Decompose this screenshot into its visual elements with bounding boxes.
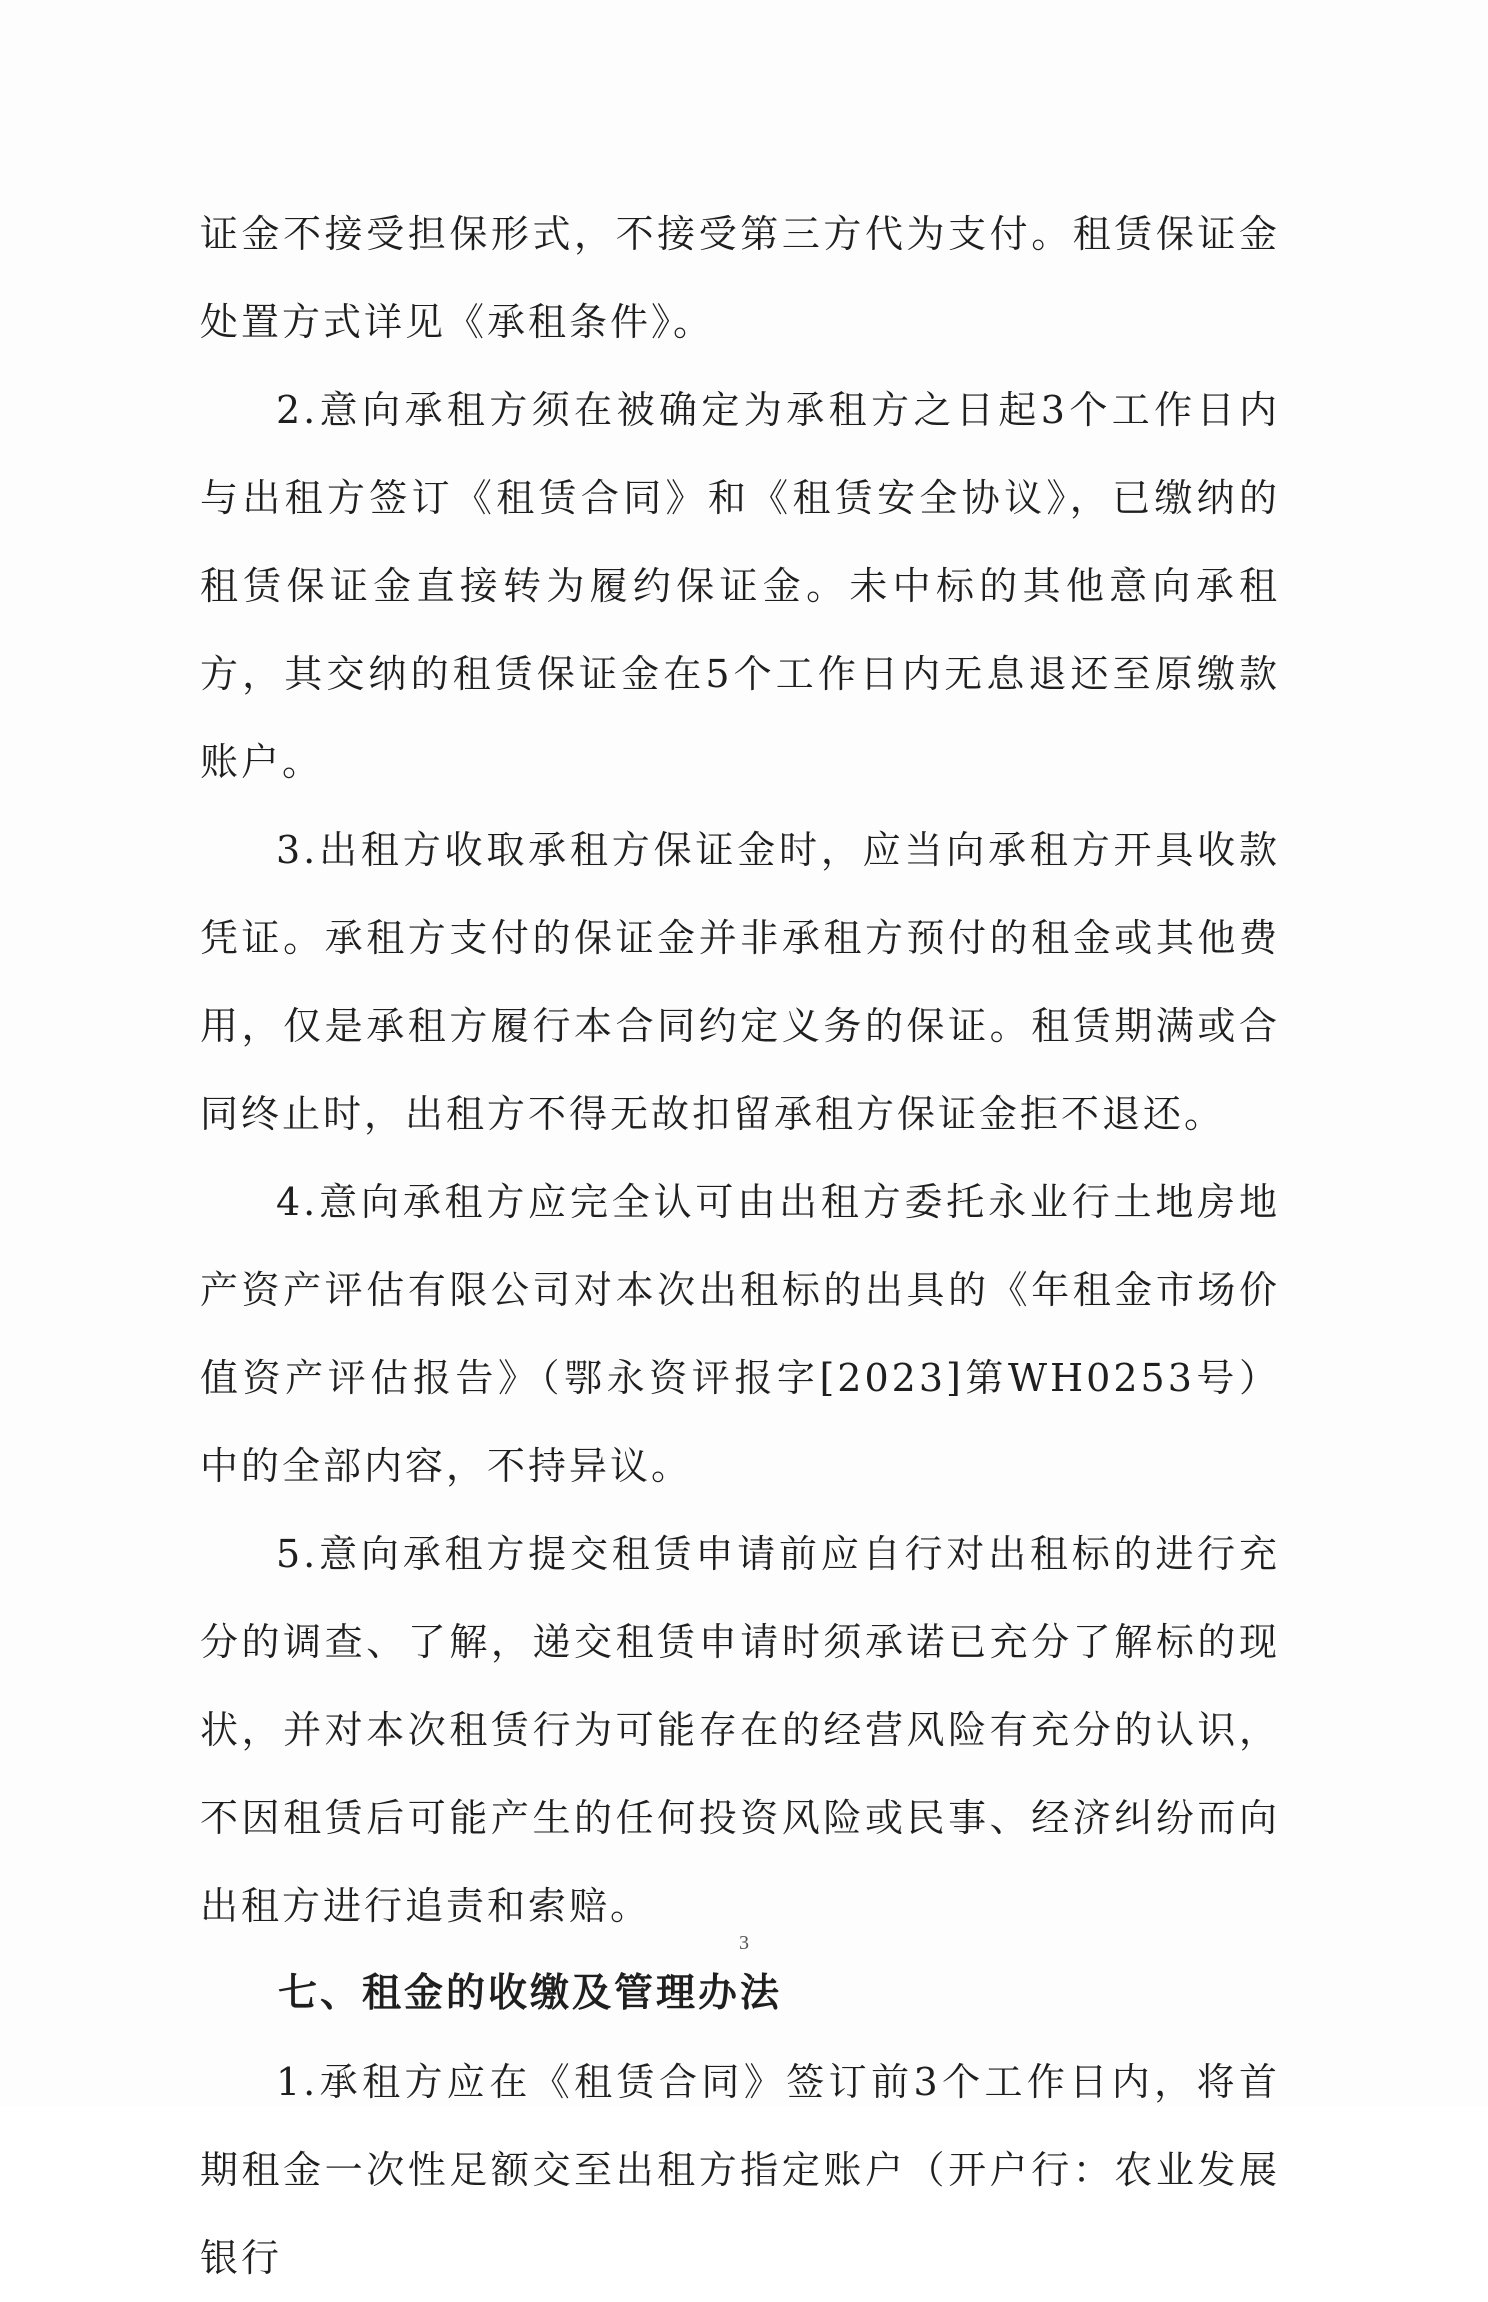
paragraph-rent-item-1: 1.承租方应在《租赁合同》签订前3个工作日内，将首期租金一次性足额交至出租方指定账户（开户行：农业发展银行 xyxy=(200,2060,1280,2280)
paragraph-item-3: 3.出租方收取承租方保证金时，应当向承租方开具收款凭证。承租方支付的保证金并非承租方预付的租金或其他费用，仅是承租方履行本合同约定义务的保证。租赁期满或合同终止时，出租方不得无故扣留承租方保证金拒不退还。 xyxy=(200,828,1280,1136)
section-heading-rent-collection: 七、租金的收缴及管理办法 xyxy=(278,1971,783,2016)
paragraph-item-4: 4.意向承租方应完全认可由出租方委托永业行土地房地产资产评估有限公司对本次出租标的出具的《年租金市场价值资产评估报告》（鄂永资评报字[2023]第WH0253号）中的全部内容，不持异议。 xyxy=(200,1180,1280,1488)
paragraph-item-2: 2.意向承租方须在被确定为承租方之日起3个工作日内与出租方签订《租赁合同》和《租赁安全协议》，已缴纳的租赁保证金直接转为履约保证金。未中标的其他意向承租方，其交纳的租赁保证金在5个工作日内无息退还至原缴款账户。 xyxy=(200,388,1280,784)
paragraph-deposit-form: 证金不接受担保形式，不接受第三方代为支付。租赁保证金处置方式详见《承租条件》。 xyxy=(200,212,1280,344)
paragraph-item-5: 5.意向承租方提交租赁申请前应自行对出租标的进行充分的调查、了解，递交租赁申请时须承诺已充分了解标的现状，并对本次租赁行为可能存在的经营风险有充分的认识，不因租赁后可能产生的任何投资风险或民事、经济纠纷而向出租方进行追责和索赔。 xyxy=(200,1532,1280,1928)
document-body xyxy=(200,190,1280,2302)
page-number: 3 xyxy=(739,1932,749,1954)
